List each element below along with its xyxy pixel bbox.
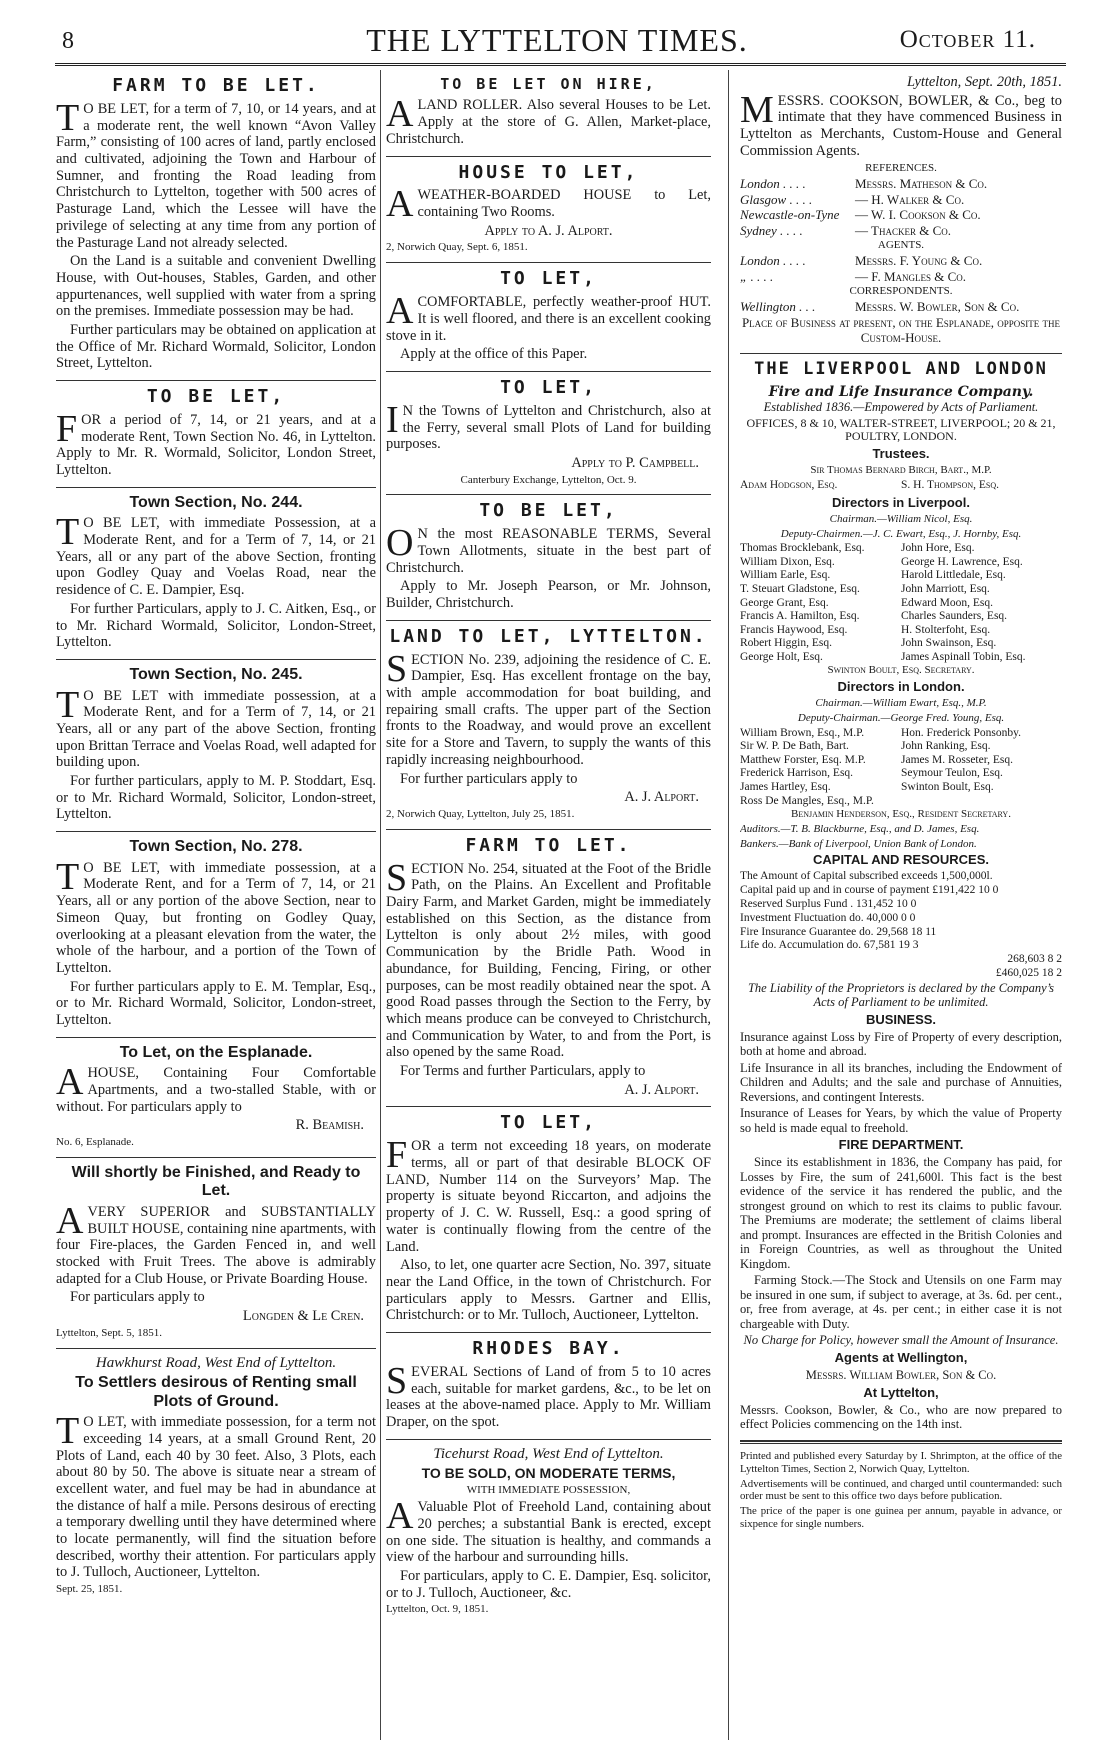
ad-body: SECTION No. 239, adjoining the residence of C. E. Dampier, Esq. Has excellent frontage on the bay, with ample accommodation for boat building, and repairing small crafts. The upper part of the Section fronts to the Roadway, and would prove an excellent site for a Store and Tavern, to supply the wants of this rapidly increasing neighbourhood. bbox=[386, 647, 711, 768]
auditors: Auditors.—T. B. Blackburne, Esq., and D. James, Esq. bbox=[740, 822, 980, 835]
list-item: Ross De Mangles, Esq., M.P. bbox=[740, 794, 874, 807]
masthead-rule bbox=[55, 63, 1066, 66]
ad-town-allotments bbox=[386, 495, 711, 620]
bankers: Bankers.—Bank of Liverpool, Union Bank of London. bbox=[740, 837, 977, 850]
ad-signature: A. J. Alport. bbox=[624, 789, 699, 806]
ad-body: ACOMFORTABLE, perfectly weather-proof HUT. It is well floored, and there is an excellent cooking stove in it. bbox=[386, 290, 711, 344]
trustees-row: Adam Hodgson, Esq. S. H. Thompson, Esq. bbox=[740, 479, 1000, 492]
agents-heading: AGENTS. bbox=[877, 238, 925, 251]
offices-line: OFFICES, 8 & 10, WALTER-STREET, LIVERPOOL; 20 & 21, POULTRY, LONDON. bbox=[746, 415, 1056, 444]
ad-heading: TO BE LET ON HIRE, bbox=[440, 75, 657, 93]
trustees-heading: Trustees. bbox=[872, 446, 930, 462]
ad-house-to-let bbox=[386, 157, 711, 264]
table-row: Fire Insurance Guarantee do. 29,568 18 11 bbox=[740, 925, 937, 938]
column-3 bbox=[740, 70, 1062, 1533]
ad-heading: FARM TO LET. bbox=[465, 834, 632, 856]
ad-land-roller bbox=[386, 70, 711, 157]
deputy-line: Deputy-Chairmen.—J. C. Ewart, Esq., J. Hornby, Esq. bbox=[780, 527, 1022, 540]
resident-secretary: Benjamin Henderson, Esq., Resident Secretary. bbox=[791, 808, 1011, 821]
directors-london-heading: Directors in London. bbox=[837, 679, 965, 695]
ad-heading: Town Section, No. 245. bbox=[129, 665, 303, 683]
table-row: Capital paid up and in course of payment £191,422 10 0 bbox=[740, 884, 999, 897]
ad-heading: Will shortly be Finished, and Ready to Let. bbox=[71, 1163, 361, 1200]
ad-footer: Canterbury Exchange, Lyttelton, Oct. 9. bbox=[460, 473, 637, 486]
ad-to-be-let-46 bbox=[56, 381, 376, 488]
ad-superior-house bbox=[56, 1158, 376, 1349]
list-item: William Brown, Esq., M.P. Hon. Frederick Ponsonby. bbox=[740, 726, 1021, 739]
table-row bbox=[740, 953, 1062, 967]
list-item: London . . . . Messrs. F. Young & Co. bbox=[740, 253, 983, 269]
ad-block-of-land bbox=[386, 1107, 711, 1333]
ad-body: FOR a period of 7, 14, or 21 years, and at a moderate Rent, Town Section No. 46, in Lyttelton. Apply to Mr. R. Wormald, Solicitor, London Street, Lyttelton. bbox=[56, 408, 376, 479]
trustee: Sir Thomas Bernard Birch, Bart., M.P. bbox=[810, 464, 992, 477]
ad-body: ON the most REASONABLE TERMS, Several Town Allotments, situate in the best part of Christchurch. bbox=[386, 522, 711, 576]
list-item: T. Steuart Gladstone, Esq. John Marriott, Esq. bbox=[740, 583, 990, 595]
directors-london-list bbox=[740, 727, 1062, 808]
imprint-line: Printed and published every Saturday by I. Shrimpton, at the office of the Lyttelton Times, Section 2, Norwich Quay, Lyttelton. bbox=[740, 1449, 1062, 1475]
ad-town-section-244 bbox=[56, 488, 376, 660]
liability-note: The Liability of the Proprietors is declared by the Company’s Acts of Parliament to be unlimited. bbox=[747, 980, 1055, 1010]
no-charge-note: No Charge for Policy, however small the Amount of Insurance. bbox=[743, 1333, 1059, 1348]
imprint bbox=[740, 1441, 1062, 1532]
ad-heading: THE LIVERPOOL AND LONDON bbox=[754, 359, 1048, 380]
ad-body: AHOUSE, Containing Four Comfortable Apartments, and a two-stalled Stable, with or without. For particulars apply to bbox=[56, 1061, 376, 1115]
list-item: Newcastle-on-Tyne — W. I. Cookson & Co. bbox=[740, 207, 981, 223]
ad-signature: Longden & Le Cren. bbox=[242, 1308, 364, 1325]
list-item: Thomas Brocklebank, Esq. John Hore, Esq. bbox=[740, 542, 975, 555]
list-item: Glasgow . . . . — H. Walker & Co. bbox=[740, 191, 965, 207]
list-item: Matthew Forster, Esq. M.P. James M. Rosseter, Esq. bbox=[740, 753, 1013, 766]
column-2 bbox=[386, 70, 711, 1624]
ad-body: TO LET, with immediate possession, for a term not exceeding 14 years, at a small Ground Rent, 20 Plots of Land, each 40 by 30 feet. Also, 3 Plots, each about 80 by 50. The above is situate near a stream of excellent water, and fuel may be had in abundance at the distance of half a mile. Persons desirous of erecting a temporary dwelling until they have determined where to locate permanently, will find the situation before described, worthy their attention. For particulars apply to J. Tulloch, Auctioneer, Lyttelton. bbox=[56, 1410, 376, 1581]
capital-table bbox=[740, 870, 1062, 980]
ad-liverpool-london-insurance bbox=[740, 354, 1062, 1441]
ad-footer: 2, Norwich Quay, Lyttelton, July 25, 1851. bbox=[386, 807, 575, 820]
ad-heading: TO BE SOLD, ON MODERATE TERMS, bbox=[421, 1465, 676, 1482]
total: £460,025 18 2 bbox=[995, 966, 1062, 979]
table-row: Investment Fluctuation do. 40,000 0 0 bbox=[740, 911, 916, 924]
ad-heading: FARM TO BE LET. bbox=[112, 75, 320, 96]
list-item: Robert Higgin, Esq. John Swainson, Esq. bbox=[740, 637, 997, 650]
page-number: 8 bbox=[62, 28, 74, 54]
table-row bbox=[740, 967, 1062, 981]
ad-heading: RHODES BAY. bbox=[472, 1338, 625, 1360]
ad-rhodes-bay bbox=[386, 1333, 711, 1440]
ad-body: TO BE LET, with immediate possession, at a Moderate Rent, and for a Term of 7, 14, or 21 Years, all or any portion of the above Section, near to Simeon Quay, but fronting on Godley Quay, overlooking at a pleasant elevation from the water, the whole of the harbour, and a portion of the Town of Lyttelton. bbox=[56, 855, 376, 976]
dateline: Lyttelton, Sept. 20th, 1851. bbox=[906, 74, 1062, 90]
established-line: Established 1836.—Empowered by Acts of Parliament. bbox=[763, 400, 1039, 415]
ad-heading: TO BE LET, bbox=[479, 500, 618, 522]
ad-hut-to-let bbox=[386, 263, 711, 372]
references-heading: REFERENCES. bbox=[865, 161, 937, 174]
list-item: George Holt, Esq. James Aspinall Tobin, Esq. bbox=[740, 650, 1026, 663]
list-item: Francis A. Hamilton, Esq. Charles Saunders, Esq. bbox=[740, 610, 1008, 623]
list-item: Frederick Harrison, Esq. Seymour Teulon, Esq. bbox=[740, 767, 1003, 780]
ad-paragraph: For particulars apply to bbox=[70, 1289, 205, 1306]
ad-footer: Sept. 25, 1851. bbox=[56, 1583, 123, 1596]
imprint-line: The price of the paper is one guinea per annum, payable in advance, or sixpence for single numbers. bbox=[740, 1505, 1062, 1531]
column-divider bbox=[728, 70, 729, 1740]
ad-heading: Town Section, No. 244. bbox=[129, 493, 303, 511]
column-1 bbox=[56, 70, 376, 1604]
issue-date: October 11. bbox=[899, 26, 1036, 53]
lyttelton-agents: Messrs. Cookson, Bowler, & Co., who are now prepared to effect Policies commencing on the 14th inst. bbox=[740, 1402, 1062, 1432]
imprint-line: Advertisements will be continued, and charged until countermanded: such order must be sent to this office two days before publication. bbox=[740, 1477, 1062, 1503]
deputy-line: Deputy-Chairman.—George Fred. Young, Esq. bbox=[797, 711, 1005, 724]
capital-heading: CAPITAL AND RESOURCES. bbox=[813, 852, 989, 868]
ad-paragraph: For further particulars apply to E. M. Templar, Esq., or to Mr. Richard Wormald, Solicitor, London-street, Lyttelton. bbox=[56, 978, 376, 1029]
ad-paragraph: For Terms and further Particulars, apply to bbox=[400, 1063, 646, 1080]
list-item: William Earle, Esq. Harold Littledale, Esq. bbox=[740, 569, 1006, 582]
ad-heading: LAND TO LET, LYTTELTON. bbox=[389, 625, 708, 647]
ad-signature: A. J. Alport. bbox=[624, 1081, 699, 1098]
ad-town-section-245 bbox=[56, 660, 376, 832]
ad-paragraph: For particulars, apply to C. E. Dampier, Esq. solicitor, or to J. Tulloch, Auctioneer, &c. bbox=[386, 1567, 711, 1601]
ad-body: FOR a term not exceeding 18 years, on moderate terms, all or part of that desirable BLOCK OF LAND, Number 114 on the Surveyors’ Map. The property is situate beyond Riccarton, and adjoins the property of J. C. W. Russell, Esq.: a good spring of water is continually flowing from the centre of the Land. bbox=[386, 1134, 711, 1255]
ad-heading: HOUSE TO LET, bbox=[458, 161, 639, 183]
ad-footer: Place of Business at present, on the Esplanade, opposite the Custom-House. bbox=[741, 314, 1061, 345]
ad-cookson-bowler bbox=[740, 70, 1062, 354]
ad-body: AWEATHER-BOARDED HOUSE to Let, containing Two Rooms. bbox=[386, 183, 711, 226]
ad-farm-to-be-let bbox=[56, 70, 376, 381]
ad-line: WITH IMMEDIATE POSSESSION, bbox=[466, 1484, 631, 1497]
list-item: „ . . . . — F. Mangles & Co. bbox=[740, 268, 967, 284]
ad-body: ALAND ROLLER. Also several Houses to be Let. Apply at the store of G. Allen, Market-place, Christchurch. bbox=[386, 93, 711, 147]
list-item: George Grant, Esq. Edward Moon, Esq. bbox=[740, 596, 993, 609]
ad-ticehurst-road bbox=[386, 1440, 711, 1624]
ad-paragraph: Apply at the office of this Paper. bbox=[400, 346, 588, 363]
ad-paragraph: For further particulars, apply to M. P. Stoddart, Esq. or to Mr. Richard Wormald, Solicitor, London-street, Lyttelton. bbox=[56, 773, 376, 823]
ad-body: IN the Towns of Lyttelton and Christchurch, also at the Ferry, several small Plots of Land for building purposes. bbox=[386, 398, 711, 453]
ad-body: TO BE LET, for a term of 7, 10, or 14 years, and at a moderate rent, the well known “Avon Valley Farm,” consisting of 100 acres of land, partly enclosed and cultivated, adjoining the Town and Harbour of Sumner, and fronting the Road leading from Christchurch to Lyttelton, together with 500 acres of Pasturage Land, which the Lessee will have the privilege of selecting at any time from any portion of the Pasturage Land not already selected. bbox=[56, 96, 376, 251]
ad-paragraph: Also, to let, one quarter acre Section, No. 397, situate near the Land Office, in the town of Christchurch. For particulars apply to Messrs. Gartner and Ellis, Christchurch: or to Mr. Tulloch, Auctioneer, Lyttelton. bbox=[386, 1257, 711, 1324]
table-row: Life do. Accumulation do. 67,581 19 3 bbox=[740, 939, 919, 952]
ad-land-lyttelton bbox=[386, 621, 711, 830]
lyttelton-agents-heading: At Lyttelton, bbox=[863, 1384, 939, 1400]
ad-signature: R. Beamish. bbox=[295, 1117, 364, 1134]
ad-hawkhurst-road bbox=[56, 1349, 376, 1604]
business-heading: BUSINESS. bbox=[865, 1011, 937, 1027]
references-list bbox=[740, 176, 1062, 238]
subtotal: 268,603 8 2 bbox=[1007, 953, 1062, 966]
ad-body: MESSRS. COOKSON, BOWLER, & Co., beg to intimate that they have commenced Business in Lyttelton as Merchants, Custom-House and General Commission Agents. bbox=[740, 88, 1062, 159]
column-divider bbox=[380, 70, 381, 1740]
company-subtitle: Fire and Life Insurance Company. bbox=[768, 383, 1034, 400]
wellington-agents-heading: Agents at Wellington, bbox=[834, 1349, 968, 1365]
ad-footer: 2, Norwich Quay, Sept. 6, 1851. bbox=[386, 241, 528, 254]
ad-heading: To Settlers desirous of Renting small Plots of Ground. bbox=[75, 1374, 357, 1410]
ad-subheading: Ticehurst Road, West End of Lyttelton. bbox=[433, 1445, 664, 1462]
directors-liverpool-heading: Directors in Liverpool. bbox=[832, 494, 970, 510]
chairman-line: Chairman.—William Nicol, Esq. bbox=[829, 512, 973, 525]
ad-body: AValuable Plot of Freehold Land, containing about 20 perches; a substantial Bank is erected, except on one side. The situation is healthy, and commands a view of the harbour and surrounding hills. bbox=[386, 1495, 711, 1566]
ad-body: SECTION No. 254, situated at the Foot of the Bridle Path, on the Plains. An Excellent and Profitable Dairy Farm, and Market Garden, might be immediately established on this Section, as the distance from Lyttelton is only about 2½ miles, with good Communication by the Bridle Path. Wood in abundance, for Building, Fencing, Firing, or other purposes, can be most readily obtained near the spot. A good Road passes through the Section to the Ferry, by which means produce can be conveyed to Christchurch, and Communication by Water, to and from the Port, is also opened by the same Road. bbox=[386, 856, 711, 1061]
chairman-line: Chairman.—William Ewart, Esq., M.P. bbox=[815, 697, 987, 710]
ad-body: SEVERAL Sections of Land of from 5 to 10 acres each, suitable for market gardens, &c., to be let on leases at the above-named place. Apply to Mr. William Draper, on the spot. bbox=[386, 1359, 711, 1431]
ad-heading: TO BE LET, bbox=[146, 386, 286, 408]
ad-heading: TO LET, bbox=[500, 376, 597, 398]
ad-body: TO BE LET, with immediate Possession, at a Moderate Rent, and for a Term of 7, 14, or 21 Years, all or any part of the above Section, fronting upon Godley Quay and Voelas Road, near the residence of C. E. Dampier, Esq. bbox=[56, 511, 376, 599]
directors-liverpool-list bbox=[740, 542, 1062, 664]
list-item: Francis Haywood, Esq. H. Stolterfoht, Esq. bbox=[740, 623, 991, 636]
ad-paragraph: For further particulars apply to bbox=[400, 770, 578, 787]
ad-esplanade bbox=[56, 1038, 376, 1158]
ad-heading: TO LET, bbox=[500, 1112, 597, 1134]
list-item: James Hartley, Esq. Swinton Boult, Esq. bbox=[740, 780, 994, 793]
list-item: Sydney . . . . — Thacker & Co. bbox=[740, 223, 951, 239]
ad-heading: TO LET, bbox=[500, 268, 597, 290]
ad-body: AVERY SUPERIOR and SUBSTANTIALLY BUILT HOUSE, containing nine apartments, with four Fire-places, the Garden Fenced in, and well stocked with Fruit Trees. The above is admirably adapted for a Club House, or Private Boarding House. bbox=[56, 1199, 376, 1287]
secretary-line: Swinton Boult, Esq. Secretary. bbox=[827, 664, 975, 677]
ad-paragraph: On the Land is a suitable and convenient Dwelling House, with Out-houses, Stables, Garden, and other appurtenances, well supplied with water from a spring on the premises. Immediate possession may be had. bbox=[56, 253, 376, 320]
list-item: William Dixon, Esq. George H. Lawrence, Esq. bbox=[740, 555, 1023, 568]
ad-footer: Lyttelton, Oct. 9, 1851. bbox=[386, 1603, 489, 1616]
ad-body: TO BE LET with immediate possession, at a Moderate Rent, and for a Term of 7, 14, or 21 Years, all or any part of the above Section, fronting upon Brittan Terrace and Voelas Road, well adapted for building upon. bbox=[56, 683, 376, 771]
masthead bbox=[0, 0, 1114, 58]
list-item: Sir W. P. De Bath, Bart. John Ranking, Esq. bbox=[740, 740, 991, 753]
ad-signature: Apply to P. Campbell. bbox=[571, 454, 699, 471]
ad-footer: Lyttelton, Sept. 5, 1851. bbox=[56, 1326, 163, 1339]
ad-footer: No. 6, Esplanade. bbox=[56, 1136, 134, 1149]
table-row: The Amount of Capital subscribed exceeds 1,500,000l. bbox=[740, 870, 993, 883]
fire-paragraph: Since its establishment in 1836, the Company has paid, for Losses by Fire, the sum of 241,600l. This fact is the best evidence of the service it has rendered the public, and the strongest ground on which to rest its claims to public favour. The Premiums are moderate; the settlement of claims liberal and prompt. Insurances are effected in the British Colonies and in Foreign Countries, as well as throughout the United Kingdom. bbox=[740, 1155, 1062, 1271]
table-row: Reserved Surplus Fund . 131,452 10 0 bbox=[740, 898, 917, 910]
business-item: Life Insurance in all its branches, including the Endowment of Children and Adults; and the sale and purchase of Annuities, Reversions, and contingent Interests. bbox=[740, 1060, 1062, 1104]
ad-subheading: Hawkhurst Road, West End of Lyttelton. bbox=[95, 1354, 337, 1371]
ad-heading: To Let, on the Esplanade. bbox=[119, 1043, 313, 1061]
business-item: Insurance of Leases for Years, by which the value of Property so held is made equal to freehold. bbox=[740, 1106, 1062, 1135]
ad-paragraph: For further Particulars, apply to J. C. Aitken, Esq., or to Mr. Richard Wormald, Solicitor, London-Street, Lyttelton. bbox=[56, 600, 376, 651]
farming-stock: Farming Stock.—The Stock and Utensils on one Farm may be insured in one sum, if subject to average, at 3s. 6d. per cent., or, free from average, at 4s. per cent.; in either case it is not chargeable with Duty. bbox=[740, 1273, 1062, 1331]
list-item: London . . . . Messrs. Matheson & Co. bbox=[740, 176, 988, 192]
ad-town-section-278 bbox=[56, 832, 376, 1038]
ad-heading: Town Section, No. 278. bbox=[129, 838, 303, 856]
ad-paragraph: Apply to Mr. Joseph Pearson, or Mr. Johnson, Builder, Christchurch. bbox=[386, 578, 711, 612]
correspondents-heading: CORRESPONDENTS. bbox=[849, 284, 953, 297]
ad-signature: Apply to A. J. Alport. bbox=[484, 222, 613, 239]
wellington-agents: Messrs. William Bowler, Son & Co. bbox=[805, 1368, 997, 1383]
business-item: Insurance against Loss by Fire of Property of every description, both at home and abroad. bbox=[740, 1029, 1062, 1059]
ad-farm-to-let bbox=[386, 830, 711, 1108]
ad-plots-to-let bbox=[386, 372, 711, 495]
newspaper-title: THE LYTTELTON TIMES. bbox=[366, 22, 748, 58]
ad-paragraph: Further particulars may be obtained on application at the Office of Mr. Richard Wormald, Solicitor, London Street, Lyttelton. bbox=[56, 322, 376, 372]
list-item: Wellington . . . Messrs. W. Bowler, Son & Co. bbox=[740, 299, 1020, 315]
fire-department-heading: FIRE DEPARTMENT. bbox=[838, 1137, 964, 1153]
